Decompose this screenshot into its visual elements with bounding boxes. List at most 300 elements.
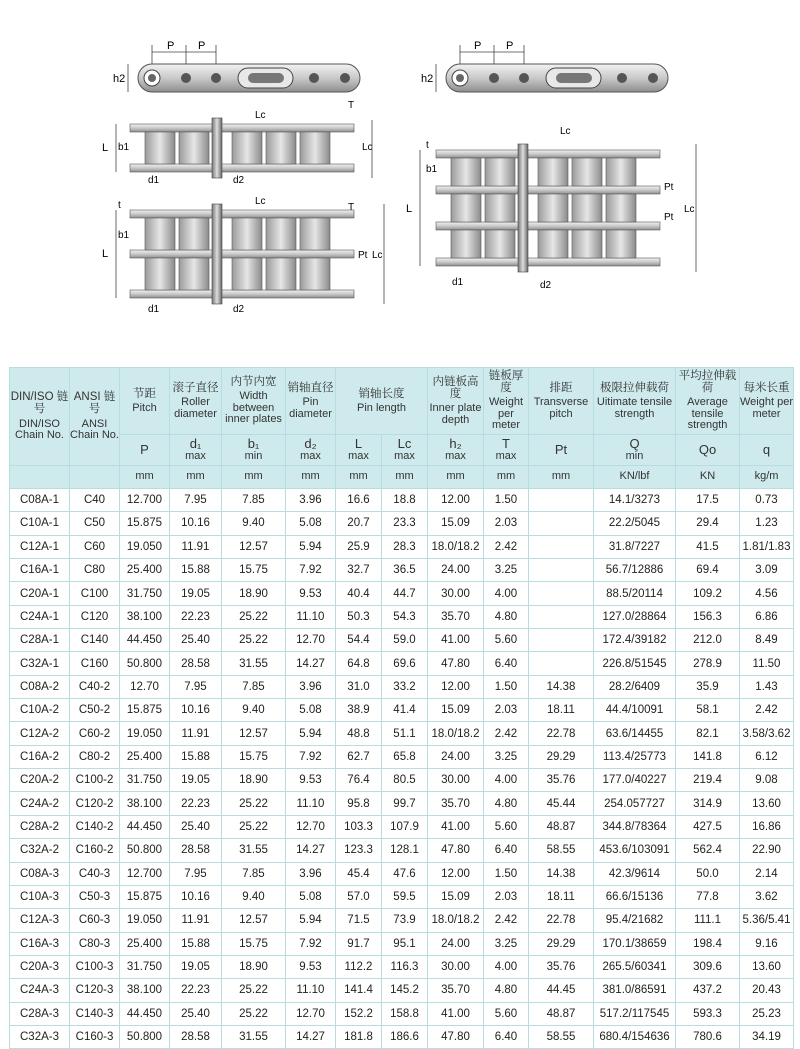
table-row [10, 815, 794, 838]
table-cell: 23.3 [382, 512, 428, 535]
table-cell: 88.5/20114 [594, 582, 676, 605]
table-cell: 50.800 [120, 839, 170, 862]
table-cell: 6.40 [484, 1025, 529, 1048]
table-row [10, 745, 794, 768]
table-cell: 15.875 [120, 699, 170, 722]
table-cell: 219.4 [676, 769, 740, 792]
table-cell: C140-2 [70, 815, 120, 838]
table-cell: 7.85 [222, 489, 286, 512]
table-cell: 38.100 [120, 605, 170, 628]
table-cell: 33.2 [382, 675, 428, 698]
sym-p: P [120, 435, 170, 466]
table-cell: 19.050 [120, 722, 170, 745]
table-cell: 4.00 [484, 955, 529, 978]
table-cell: 1.43 [740, 675, 794, 698]
table-cell: 18.11 [529, 885, 594, 908]
table-cell: 278.9 [676, 652, 740, 675]
table-cell: C80 [70, 559, 120, 582]
table-row [10, 932, 794, 955]
unit-h2: mm [428, 466, 484, 489]
table-cell: 42.3/9614 [594, 862, 676, 885]
table-cell: 15.09 [428, 885, 484, 908]
unit-blank [70, 466, 120, 489]
table-cell: 198.4 [676, 932, 740, 955]
table-cell: 254.057727 [594, 792, 676, 815]
table-cell: 5.94 [286, 535, 336, 558]
table-cell: C120 [70, 605, 120, 628]
table-cell: 5.60 [484, 1002, 529, 1025]
table-cell: 14.1/3273 [594, 489, 676, 512]
table-cell: C60 [70, 535, 120, 558]
table-cell: 9.53 [286, 769, 336, 792]
table-row [10, 699, 794, 722]
table-cell: 3.96 [286, 862, 336, 885]
table-row [10, 1025, 794, 1048]
unit-q: KN/lbf [594, 466, 676, 489]
table-cell: 50.3 [336, 605, 382, 628]
table-cell: 12.70 [286, 1002, 336, 1025]
label-d2: d2 [233, 304, 245, 315]
table-cell: 47.80 [428, 1025, 484, 1048]
table-cell: 63.6/14455 [594, 722, 676, 745]
table-row [10, 675, 794, 698]
table-cell: 11.10 [286, 605, 336, 628]
table-cell: 25.400 [120, 745, 170, 768]
table-cell: 31.750 [120, 582, 170, 605]
table-cell: 12.00 [428, 675, 484, 698]
table-cell: 45.44 [529, 792, 594, 815]
table-cell: 593.3 [676, 1002, 740, 1025]
header-pitch: 节距 Pitch [120, 368, 170, 435]
table-cell: 45.4 [336, 862, 382, 885]
label-t: t [118, 200, 121, 211]
sym-d2: d₂ max [286, 435, 336, 466]
table-cell: 57.0 [336, 885, 382, 908]
table-cell: 29.4 [676, 512, 740, 535]
unit-d2: mm [286, 466, 336, 489]
header-ansi: ANSI 链 号 ANSI Chain No. [70, 368, 120, 466]
label-lc: Lc [255, 110, 266, 121]
table-cell: 186.6 [382, 1025, 428, 1048]
table-cell: 15.88 [170, 745, 222, 768]
header-pin-diameter: 销轴直径 Pin diameter [286, 368, 336, 435]
sym-h2: h₂ max [428, 435, 484, 466]
table-cell: 212.0 [676, 629, 740, 652]
table-cell: 20.7 [336, 512, 382, 535]
table-cell: 3.58/3.62 [740, 722, 794, 745]
table-cell: C50-2 [70, 699, 120, 722]
sym-lc: Lc max [382, 435, 428, 466]
table-cell: 5.60 [484, 815, 529, 838]
table-cell: 780.6 [676, 1025, 740, 1048]
table-cell: 20.43 [740, 979, 794, 1002]
table-cell: 3.25 [484, 932, 529, 955]
table-cell: 12.57 [222, 535, 286, 558]
table-cell: 31.55 [222, 839, 286, 862]
table-cell: 54.3 [382, 605, 428, 628]
unit-lc: mm [382, 466, 428, 489]
table-cell: C50 [70, 512, 120, 535]
table-cell: 38.100 [120, 979, 170, 1002]
table-cell: 25.22 [222, 979, 286, 1002]
table-cell: 9.40 [222, 512, 286, 535]
table-cell: 9.40 [222, 885, 286, 908]
table-cell: 13.60 [740, 955, 794, 978]
table-cell: 58.1 [676, 699, 740, 722]
table-cell: 11.91 [170, 909, 222, 932]
table-cell: 25.22 [222, 815, 286, 838]
table-cell: 28.58 [170, 839, 222, 862]
table-cell: 50.800 [120, 652, 170, 675]
table-cell: 51.1 [382, 722, 428, 745]
table-cell: 437.2 [676, 979, 740, 1002]
table-cell: 265.5/60341 [594, 955, 676, 978]
table-cell: 95.8 [336, 792, 382, 815]
table-cell: 7.92 [286, 932, 336, 955]
table-cell: 4.00 [484, 769, 529, 792]
chain-diagrams [0, 0, 800, 360]
table-cell: 91.7 [336, 932, 382, 955]
table-cell: 7.95 [170, 489, 222, 512]
label-lc: Lc [372, 250, 383, 261]
table-cell: 128.1 [382, 839, 428, 862]
table-cell: C160-3 [70, 1025, 120, 1048]
header-plate-depth: 内链板高度 Inner plate depth [428, 368, 484, 435]
table-cell [529, 512, 594, 535]
table-cell: 2.42 [484, 722, 529, 745]
table-cell: 18.90 [222, 955, 286, 978]
table-cell: 19.050 [120, 909, 170, 932]
table-cell: 8.49 [740, 629, 794, 652]
table-cell: 123.3 [336, 839, 382, 862]
table-cell: C28A-1 [10, 629, 70, 652]
unit-blank [10, 466, 70, 489]
table-cell: 226.8/51545 [594, 652, 676, 675]
table-cell: 18.11 [529, 699, 594, 722]
table-cell: 41.5 [676, 535, 740, 558]
table-cell: 31.8/7227 [594, 535, 676, 558]
table-cell: 59.0 [382, 629, 428, 652]
table-cell: 12.00 [428, 862, 484, 885]
table-cell: 172.4/39182 [594, 629, 676, 652]
header-pin-length: 销轴长度 Pin length [336, 368, 428, 435]
table-cell: 6.40 [484, 839, 529, 862]
table-cell: 177.0/40227 [594, 769, 676, 792]
table-cell: 11.50 [740, 652, 794, 675]
table-cell: 69.4 [676, 559, 740, 582]
sym-q-weight: q [740, 435, 794, 466]
table-cell: 17.5 [676, 489, 740, 512]
table-cell: 9.08 [740, 769, 794, 792]
table-cell: 517.2/117545 [594, 1002, 676, 1025]
label-d1: d1 [148, 304, 160, 315]
table-cell: 25.40 [170, 1002, 222, 1025]
table-cell: 4.80 [484, 605, 529, 628]
table-cell: 3.96 [286, 489, 336, 512]
table-cell: 7.92 [286, 745, 336, 768]
table-cell: 103.3 [336, 815, 382, 838]
table-cell: 107.9 [382, 815, 428, 838]
table-cell: 25.23 [740, 1002, 794, 1025]
table-cell: 5.60 [484, 629, 529, 652]
table-cell: 31.750 [120, 769, 170, 792]
label-p: P [474, 40, 482, 52]
table-cell [529, 582, 594, 605]
table-cell: 77.8 [676, 885, 740, 908]
table-cell: 127.0/28864 [594, 605, 676, 628]
table-row [10, 535, 794, 558]
table-cell: 30.00 [428, 769, 484, 792]
label-pt: Pt [664, 212, 674, 223]
label-l: L [406, 203, 413, 215]
table-cell: 95.1 [382, 932, 428, 955]
table-cell: C40-2 [70, 675, 120, 698]
header-weight: 每米长重 Weight per meter [740, 368, 794, 435]
table-cell: 31.55 [222, 652, 286, 675]
table-cell: 44.45 [529, 979, 594, 1002]
table-cell: 7.92 [286, 559, 336, 582]
table-cell: C40 [70, 489, 120, 512]
table-row [10, 955, 794, 978]
table-cell: 344.8/78364 [594, 815, 676, 838]
table-cell: 44.450 [120, 815, 170, 838]
table-cell: C28A-3 [10, 1002, 70, 1025]
label-lc: Lc [684, 204, 695, 215]
table-cell: 15.75 [222, 932, 286, 955]
table-cell: 58.55 [529, 1025, 594, 1048]
table-cell: 28.58 [170, 652, 222, 675]
table-cell: 9.53 [286, 955, 336, 978]
table-cell: 9.53 [286, 582, 336, 605]
table-cell: 145.2 [382, 979, 428, 1002]
unit-d1: mm [170, 466, 222, 489]
table-cell: C120-3 [70, 979, 120, 1002]
table-cell: 141.8 [676, 745, 740, 768]
table-cell [529, 652, 594, 675]
table-cell: 10.16 [170, 512, 222, 535]
table-cell: 25.9 [336, 535, 382, 558]
table-cell: C10A-1 [10, 512, 70, 535]
table-cell: C12A-3 [10, 909, 70, 932]
table-row [10, 839, 794, 862]
label-t: T [348, 100, 355, 111]
table-cell: 141.4 [336, 979, 382, 1002]
table-cell [529, 605, 594, 628]
sym-d1: d₁ max [170, 435, 222, 466]
table-cell: 35.70 [428, 605, 484, 628]
table-cell: 3.25 [484, 559, 529, 582]
table-cell: C08A-1 [10, 489, 70, 512]
table-cell: 47.80 [428, 652, 484, 675]
table-cell: 1.81/1.83 [740, 535, 794, 558]
table-cell: 48.87 [529, 1002, 594, 1025]
table-cell: 7.85 [222, 675, 286, 698]
table-cell: 32.7 [336, 559, 382, 582]
duplex-top-view [102, 196, 384, 315]
table-cell: 181.8 [336, 1025, 382, 1048]
table-cell: 19.050 [120, 535, 170, 558]
table-cell: 29.29 [529, 745, 594, 768]
table-cell: 0.73 [740, 489, 794, 512]
table-cell: 9.40 [222, 699, 286, 722]
table-cell [529, 629, 594, 652]
table-cell: 35.70 [428, 979, 484, 1002]
table-cell: 38.9 [336, 699, 382, 722]
table-row [10, 769, 794, 792]
table-cell: 12.700 [120, 862, 170, 885]
table-cell: 7.95 [170, 675, 222, 698]
table-cell: C28A-2 [10, 815, 70, 838]
table-cell: 25.400 [120, 559, 170, 582]
table-cell: 1.50 [484, 675, 529, 698]
triplex-top-view [406, 126, 696, 291]
table-cell: C50-3 [70, 885, 120, 908]
table-cell: 11.91 [170, 722, 222, 745]
unit-b1: mm [222, 466, 286, 489]
table-cell: 12.57 [222, 722, 286, 745]
table-cell [529, 489, 594, 512]
simplex-top-view [102, 100, 373, 186]
table-cell: 24.00 [428, 745, 484, 768]
table-cell: 29.29 [529, 932, 594, 955]
table-cell: 18.90 [222, 582, 286, 605]
label-b1: b1 [118, 230, 130, 241]
label-b1: b1 [118, 142, 130, 153]
table-cell: 680.4/154636 [594, 1025, 676, 1048]
table-row [10, 512, 794, 535]
table-cell: C60-2 [70, 722, 120, 745]
table-cell: 11.10 [286, 792, 336, 815]
table-cell: 5.94 [286, 909, 336, 932]
table-row [10, 489, 794, 512]
table-cell: C16A-1 [10, 559, 70, 582]
unit-pt: mm [529, 466, 594, 489]
table-cell: C10A-3 [10, 885, 70, 908]
unit-t: mm [484, 466, 529, 489]
table-cell: C100 [70, 582, 120, 605]
table-cell: 25.22 [222, 605, 286, 628]
table-cell [529, 535, 594, 558]
table-cell: 56.7/12886 [594, 559, 676, 582]
table-row [10, 862, 794, 885]
table-cell: 48.87 [529, 815, 594, 838]
table-cell: 111.1 [676, 909, 740, 932]
table-cell: 12.70 [286, 629, 336, 652]
table-cell: 18.90 [222, 769, 286, 792]
table-cell: 2.03 [484, 512, 529, 535]
table-cell [529, 559, 594, 582]
table-cell: 1.23 [740, 512, 794, 535]
table-row [10, 1002, 794, 1025]
table-cell: 41.00 [428, 1002, 484, 1025]
table-cell: 6.86 [740, 605, 794, 628]
table-cell: 95.4/21682 [594, 909, 676, 932]
table-cell: 18.8 [382, 489, 428, 512]
table-cell: 30.00 [428, 582, 484, 605]
label-lc: Lc [362, 142, 373, 153]
table-cell: 44.7 [382, 582, 428, 605]
unit-weight: kg/m [740, 466, 794, 489]
sym-pt: Pt [529, 435, 594, 466]
table-cell: C20A-1 [10, 582, 70, 605]
table-cell: 2.03 [484, 885, 529, 908]
table-row [10, 559, 794, 582]
table-cell: C40-3 [70, 862, 120, 885]
table-cell: 28.58 [170, 1025, 222, 1048]
label-pt: Pt [664, 182, 674, 193]
header-din: DIN/ISO 链 号 DIN/ISO Chain No. [10, 368, 70, 466]
table-cell: C32A-3 [10, 1025, 70, 1048]
table-cell: 25.400 [120, 932, 170, 955]
table-cell: 562.4 [676, 839, 740, 862]
table-cell: 35.76 [529, 769, 594, 792]
table-cell: 80.5 [382, 769, 428, 792]
table-cell: 44.4/10091 [594, 699, 676, 722]
side-view-right [421, 40, 668, 92]
table-cell: 15.88 [170, 932, 222, 955]
table-cell: 11.91 [170, 535, 222, 558]
table-cell: 41.00 [428, 815, 484, 838]
table-row [10, 605, 794, 628]
table-cell: 2.42 [484, 535, 529, 558]
table-cell: 5.08 [286, 512, 336, 535]
sym-b1: b₁ min [222, 435, 286, 466]
table-cell: 44.450 [120, 1002, 170, 1025]
side-view-left [113, 40, 360, 92]
table-cell: 12.700 [120, 489, 170, 512]
table-cell: C140 [70, 629, 120, 652]
table-cell: 44.450 [120, 629, 170, 652]
table-cell: 38.100 [120, 792, 170, 815]
table-cell: C80-3 [70, 932, 120, 955]
table-cell: 22.23 [170, 979, 222, 1002]
table-cell: 156.3 [676, 605, 740, 628]
table-cell: 152.2 [336, 1002, 382, 1025]
table-cell: 66.6/15136 [594, 885, 676, 908]
table-cell: 48.8 [336, 722, 382, 745]
table-row [10, 909, 794, 932]
table-cell: 14.38 [529, 675, 594, 698]
table-cell: 31.55 [222, 1025, 286, 1048]
table-cell: 5.36/5.41 [740, 909, 794, 932]
sym-qo: Qo [676, 435, 740, 466]
table-cell: 113.4/25773 [594, 745, 676, 768]
table-cell: 73.9 [382, 909, 428, 932]
table-cell: 18.0/18.2 [428, 909, 484, 932]
table-cell: 35.70 [428, 792, 484, 815]
table-cell: 22.90 [740, 839, 794, 862]
table-cell: 15.09 [428, 512, 484, 535]
label-p: P [198, 40, 206, 52]
table-cell: 4.00 [484, 582, 529, 605]
table-cell: 47.6 [382, 862, 428, 885]
table-cell: 2.14 [740, 862, 794, 885]
table-cell: 82.1 [676, 722, 740, 745]
table-cell: C20A-3 [10, 955, 70, 978]
table-cell: 62.7 [336, 745, 382, 768]
table-cell: 2.03 [484, 699, 529, 722]
table-cell: 14.38 [529, 862, 594, 885]
table-cell: 25.22 [222, 792, 286, 815]
table-cell: 2.42 [484, 909, 529, 932]
label-t: t [426, 140, 429, 151]
table-cell: C24A-3 [10, 979, 70, 1002]
table-cell: C100-3 [70, 955, 120, 978]
table-cell: C120-2 [70, 792, 120, 815]
table-cell: 28.3 [382, 535, 428, 558]
table-cell: C32A-1 [10, 652, 70, 675]
table-cell: 12.57 [222, 909, 286, 932]
